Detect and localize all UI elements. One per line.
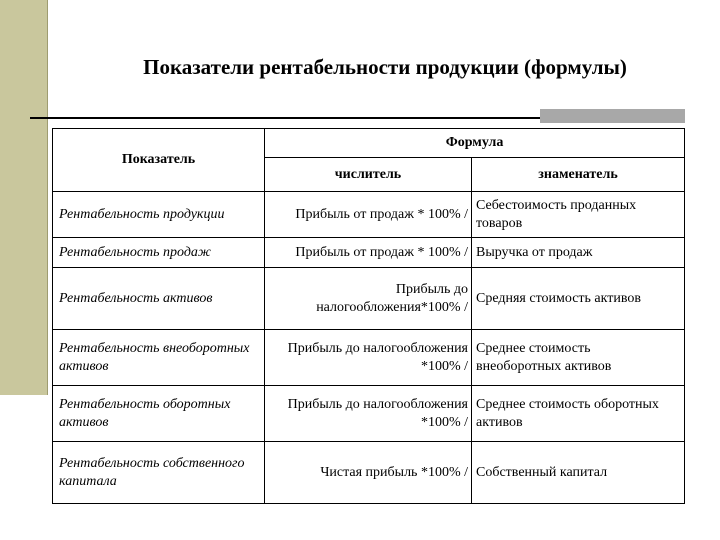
indicator-cell: Рентабельность продаж [53, 238, 265, 268]
table-row [53, 238, 685, 268]
indicator-cell: Рентабельность активов [53, 268, 265, 330]
header-formula: Формула [265, 129, 685, 158]
decorative-side-bar-edge [47, 0, 48, 395]
decorative-side-bar [0, 0, 47, 395]
denominator-cell: Среднее стоимость оборотных активов [472, 386, 685, 442]
denominator-cell: Средняя стоимость активов [472, 268, 685, 330]
header-denominator: знаменатель [472, 158, 685, 192]
denominator-cell: Выручка от продаж [472, 238, 685, 268]
indicator-cell: Рентабельность собственного капитала [53, 442, 265, 504]
indicator-cell: Рентабельность внеоборотных активов [53, 330, 265, 386]
numerator-cell: Прибыль до налогообложения *100% / [265, 330, 472, 386]
numerator-cell: Чистая прибыль *100% / [265, 442, 472, 504]
denominator-cell: Собственный капитал [472, 442, 685, 504]
title-accent-block [540, 109, 685, 123]
table-row [53, 386, 685, 442]
header-indicator: Показатель [53, 129, 265, 192]
indicator-cell: Рентабельность оборотных активов [53, 386, 265, 442]
table-row [53, 268, 685, 330]
denominator-cell: Себестоимость проданных товаров [472, 192, 685, 238]
table-row [53, 330, 685, 386]
profitability-formulas-table [52, 128, 685, 504]
table-row [53, 442, 685, 504]
numerator-cell: Прибыль до налогообложения*100% / [265, 268, 472, 330]
indicator-cell: Рентабельность продукции [53, 192, 265, 238]
slide-title: Показатели рентабельности продукции (формулы) [143, 55, 627, 79]
header-numerator: числитель [265, 158, 472, 192]
numerator-cell: Прибыль до налогообложения *100% / [265, 386, 472, 442]
numerator-cell: Прибыль от продаж * 100% / [265, 192, 472, 238]
numerator-cell: Прибыль от продаж * 100% / [265, 238, 472, 268]
denominator-cell: Среднее стоимость внеоборотных активов [472, 330, 685, 386]
title-underline [30, 117, 540, 119]
table-row [53, 192, 685, 238]
